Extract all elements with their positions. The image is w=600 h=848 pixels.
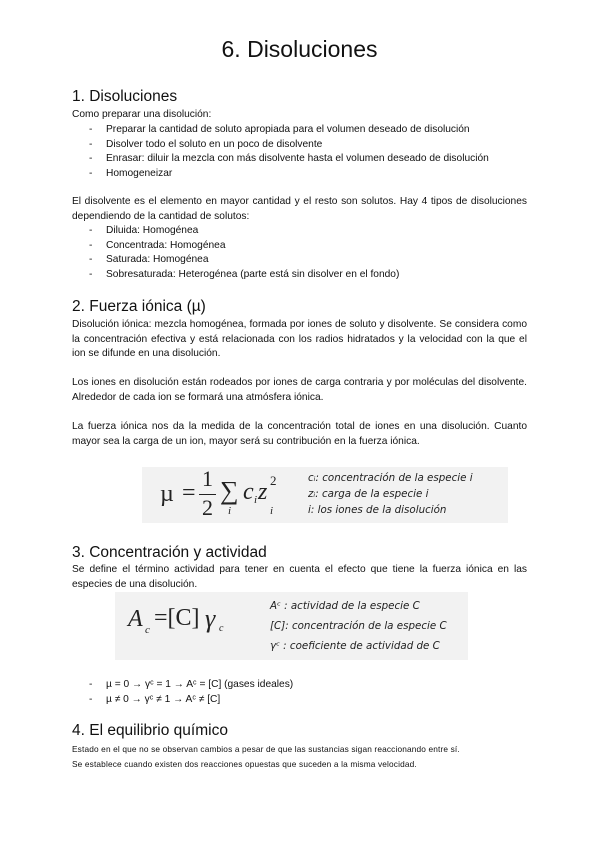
list-item: - Enrasar: diluir la mezcla con más disolvente hasta el volumen deseado de disolución [72, 152, 527, 167]
section-2-heading: 2. Fuerza iónica (µ) [72, 298, 206, 315]
list-item: - Saturada: Homogénea [72, 253, 527, 268]
section-3-paragraph: Se define el término actividad para tener en cuenta el efecto que tiene la fuerza iónica en las especies de una disolución. [72, 564, 527, 590]
formula-activity-sub: c [145, 624, 150, 636]
text-line: Se establece cuando existen dos reacciones opuestas que suceden a la misma velocidad. [72, 758, 417, 769]
solution-types-list [72, 224, 527, 282]
legend-line: [C]: concentración de la especie C [270, 620, 447, 632]
legend-line: Aᶜ : actividad de la especie C [270, 600, 420, 612]
activity-formula [115, 592, 468, 660]
formula-sum: ∑ [220, 476, 239, 505]
list-item: - Disolver todo el soluto en un poco de disolvente [72, 138, 527, 153]
formula-legend [308, 470, 473, 518]
page-title: 6. Disoluciones [221, 36, 378, 62]
section-2-paragraph-3: La fuerza iónica nos da la medida de la concentración total de iones en una disolución. Cuanto mayor sea la carga de un ion, mayor será su contribución en la fuerza iónica. [72, 421, 527, 447]
list-item: - µ ≠ 0 → γᶜ ≠ 1 → Aᶜ ≠ [C] [72, 693, 527, 708]
list-item: - Concentrada: Homogénea [72, 239, 527, 254]
list-item: - Sobresaturada: Heterogénea (parte está sin disolver en el fondo) [72, 268, 527, 283]
section-1-paragraph: El disolvente es el elemento en mayor cantidad y el resto son solutos. Hay 4 tipos de disoluciones dependiendo de la cantidad de solutos: [72, 196, 527, 222]
list-item: - Preparar la cantidad de soluto apropiada para el volumen deseado de disolución [72, 123, 527, 138]
legend-line: cᵢ: concentración de la especie i [308, 472, 473, 484]
list-item: - µ = 0 → γᶜ = 1 → Aᶜ = [C] (gases ideales) [72, 678, 527, 693]
section-2-paragraph-1: Disolución iónica: mezcla homogénea, formada por iones de soluto y disolvente. Se considera como la concentración efectiva y está relacionada con los radios hidratados y la velocidad con la que el ion se difunde en una disolución. [72, 319, 527, 360]
formula-concentration: =[C] [154, 605, 200, 631]
formula-gamma: γ [205, 604, 216, 633]
section-4-heading: 4. El equilibrio químico [72, 722, 228, 739]
formula-mu: µ [160, 481, 174, 507]
legend-line: i: los iones de la disolución [308, 504, 447, 516]
formula-numerator: 1 [202, 466, 213, 491]
section-1-heading: 1. Disoluciones [72, 88, 178, 105]
ionic-strength-formula [142, 467, 508, 523]
section-2-paragraph-2: Los iones en disolución están rodeados por iones de carga contraria y por moléculas del disolvente. Alrededor de cada ion se formará una atmósfera iónica. [72, 377, 527, 403]
formula-sum-index: i [228, 505, 232, 517]
formula-c: c [243, 479, 254, 505]
list-item: - Diluida: Homogénea [72, 224, 527, 239]
list-item: - Homogeneizar [72, 167, 527, 182]
formula-denominator: 2 [202, 495, 213, 520]
formula-activity: A [128, 606, 143, 632]
formula-z-index: i [270, 505, 274, 517]
legend-line: γᶜ : coeficiente de actividad de C [270, 640, 440, 652]
formula-exponent: 2 [270, 473, 277, 488]
preparation-steps-list [72, 123, 527, 181]
formula-c-index: i [254, 494, 258, 506]
formula-equals: = [182, 480, 196, 506]
section-1-intro: Como preparar una disolución: [72, 109, 212, 120]
activity-conditions-list [72, 678, 527, 707]
formula-gamma-sub: c [219, 623, 224, 634]
text-line: Estado en el que no se observan cambios a pesar de que las sustancias sigan reaccionando entre sí. [72, 744, 460, 754]
section-3-heading: 3. Concentración y actividad [72, 544, 267, 561]
legend-line: zᵢ: carga de la especie i [308, 488, 429, 500]
activity-legend [270, 596, 447, 656]
section-4-text [72, 742, 532, 771]
formula-z: z [258, 479, 268, 505]
